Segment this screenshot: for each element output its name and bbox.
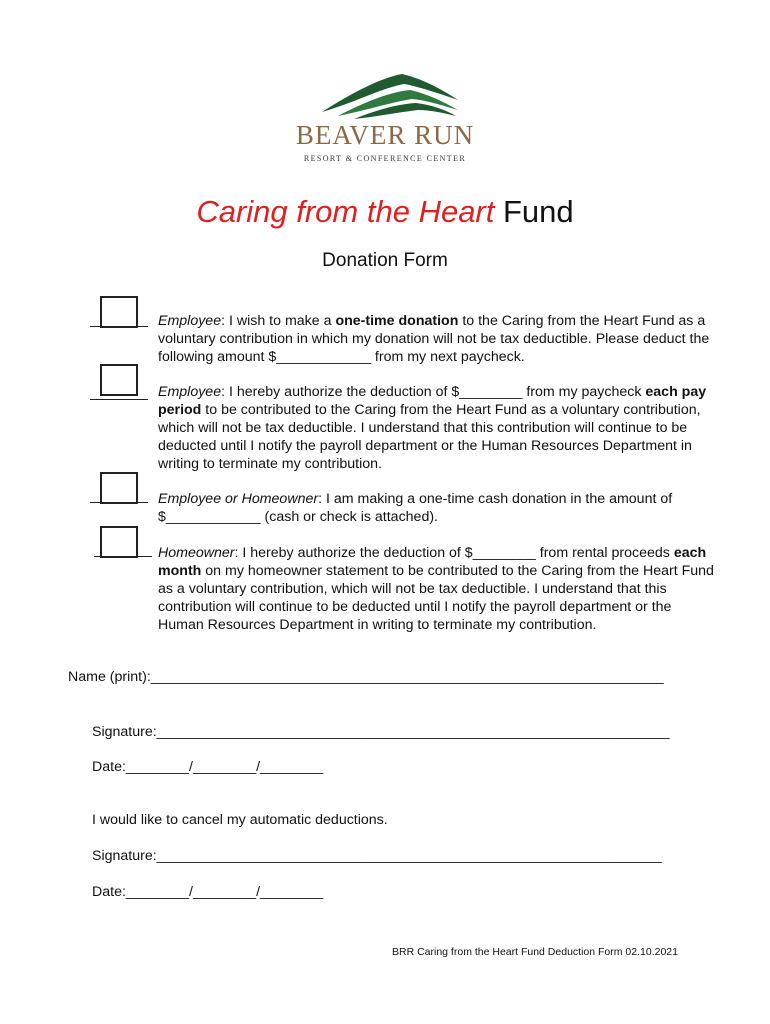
- option-lead: Employee: [158, 313, 222, 329]
- option-lead: Homeowner: [158, 545, 235, 561]
- option-lead: Employee: [158, 384, 222, 400]
- title-accent: Caring from the Heart: [196, 194, 495, 229]
- option-emphasis: each pay period: [158, 384, 707, 418]
- option-segment: on my homeowner statement to be contributed to the Caring from the Heart Fund as a voluntary contribution, which will not be tax deductible. I understand that this contribution will continue to be deducted until I notify the payroll department or the Human Resources Department in writing to terminate my contribution.: [158, 563, 714, 633]
- option-segment: : I am making a one-time cash donation in the amount of $____________ (cash or check is attached).: [158, 491, 673, 525]
- brand-subtitle: RESORT & CONFERENCE CENTER: [303, 154, 467, 163]
- mountain-logo-icon: [320, 72, 460, 120]
- signature-field[interactable]: Signature:_________________________________________________________________: [92, 724, 670, 740]
- brand-name: BEAVER RUN: [295, 120, 475, 150]
- option-segment: : I hereby authorize the deduction of $________ from my paycheck: [221, 384, 646, 400]
- cancel-signature-field[interactable]: Signature:________________________________________________________________: [92, 848, 662, 864]
- option-checkbox-3[interactable]: [100, 472, 138, 504]
- option-blank-line-4: [94, 556, 152, 557]
- option-segment: : I hereby authorize the deduction of $________ from rental proceeds: [234, 545, 674, 561]
- option-text-3: [158, 490, 718, 526]
- option-blank-line-2: [90, 399, 148, 400]
- option-lead: Employee or Homeowner: [158, 491, 319, 507]
- option-segment: to be contributed to the Caring from the Heart Fund as a voluntary contribution, which will not be tax deductible. I understand that this contribution will continue to be deducted until I notify the payroll department or the Human Resources Department in writing to terminate my contribution.: [158, 402, 701, 472]
- option-emphasis: one-time donation: [335, 313, 459, 329]
- cancel-deductions-text: I would like to cancel my automatic deductions.: [92, 812, 388, 828]
- option-segment: : I wish to make a: [221, 313, 336, 329]
- option-text-2: [158, 383, 718, 473]
- cancel-date-field[interactable]: Date:________/________/________: [92, 884, 324, 900]
- page-title: [0, 194, 770, 230]
- option-blank-line-1: [90, 326, 148, 327]
- option-emphasis: each month: [158, 545, 707, 579]
- form-subtitle: Donation Form: [322, 250, 448, 271]
- date-field[interactable]: Date:________/________/________: [92, 759, 324, 775]
- option-checkbox-1[interactable]: [100, 296, 138, 328]
- option-checkbox-2[interactable]: [100, 364, 138, 396]
- option-text-4: [158, 544, 718, 634]
- option-segment: to the Caring from the Heart Fund as a voluntary contribution in which my donation will not be tax deductible. Please deduct the following amount $____________ from my next paycheck.: [158, 313, 710, 365]
- option-checkbox-4[interactable]: [100, 526, 138, 558]
- option-text-1: [158, 312, 718, 366]
- title-rest: Fund: [503, 194, 574, 229]
- name-print-field[interactable]: Name (print):_________________________________________________________________: [68, 669, 664, 685]
- brand-logo: [280, 72, 490, 172]
- option-blank-line-3: [90, 502, 148, 503]
- document-footer: BRR Caring from the Heart Fund Deduction Form 02.10.2021: [392, 946, 678, 958]
